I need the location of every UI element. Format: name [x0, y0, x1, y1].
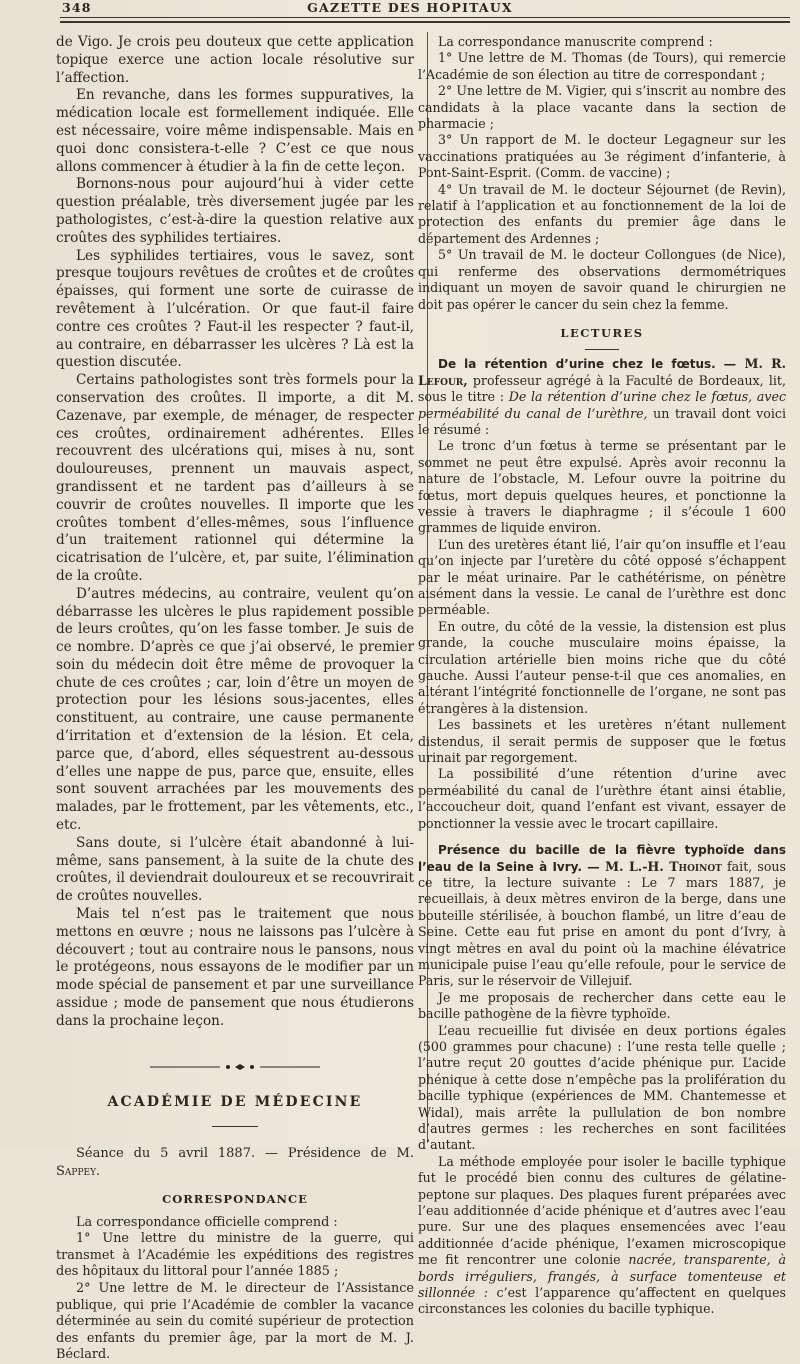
spacer	[418, 832, 786, 842]
short-rule	[585, 349, 619, 350]
article-intro: professeur agrégé à la Faculté de Bordeaux, lit, sous le titre :	[418, 372, 786, 405]
paragraph: Le tronc d’un fœtus à terme se présentant par le sommet ne peut être expulsé. Après avoir reconnu la nature de l’obstacle, M. Lefour ouvre la poitrine du fœtus, mort depuis quelques heures, et ponctionne la vessie à travers le diaphragme ; il s’écoule 1 600 grammes de liquide environ.	[418, 438, 786, 536]
right-column	[418, 34, 786, 1318]
lectures-heading: LECTURES	[560, 325, 644, 340]
paragraph: 3° Un rapport de M. le docteur Legagneur sur les vaccinations pratiquées au 3e régiment d’infanterie, à Pont-Saint-Esprit. (Comm. de vaccine) ;	[418, 132, 786, 181]
article-author: — M. R. Lefour,	[418, 356, 786, 388]
paragraph: 4° Un travail de M. le docteur Séjournet (de Revin), relatif à l’application et au fonctionnement de la loi de protection des enfants du premier âge dans le département des Ardennes ;	[418, 181, 786, 246]
article-lead	[418, 842, 786, 990]
paragraph: L’un des uretères étant lié, l’air qu’on insuffle et l’eau qu’on injecte par l’uretère du côté opposé s’échappent par le méat urinaire. Par le cathétérisme, on pénètre aisément dans la vessie. Le canal de l’urèthre est donc perméable.	[418, 536, 786, 618]
paragraph: 2° Une lettre de M. Vigier, qui s’inscrit au nombre des candidats à la place vacante dans la section de pharmacie ;	[418, 83, 786, 132]
paragraph: Bornons-nous pour aujourd’hui à vider cette question préalable, très diversement jugée par les pathologistes, c’est-à-dire la question relative aux croûtes des syphilides tertiaires.	[56, 176, 414, 246]
page-number: 348	[62, 0, 92, 15]
paragraph: 2° Une lettre de M. le directeur de l’Assistance publique, qui prie l’Académie de combler la vacance déterminée au sein du comité supérieur de protection des enfants du premier âge, par la mort de M. J. Béclard.	[56, 1280, 414, 1363]
article-lead	[418, 356, 786, 438]
paragraph: La correspondance manuscrite comprend :	[438, 34, 713, 49]
paragraph-start: La méthode employée pour isoler le bacille typhique fut le procédé bien connu des cultures de gélatine-peptone sur plaques. Des plaques furent préparées avec l’eau additionnée d’acide phénique et d’autres avec l’eau pure. Sur une des plaques ensemencées avec l’eau additionnée d’acide phénique, l’examen microscopique me fit rencontrer une colonie	[418, 1153, 786, 1268]
correspondance-heading: CORRESPONDANCE	[162, 1191, 308, 1206]
left-column	[56, 34, 414, 1364]
paragraph: Sans doute, si l’ulcère était abandonné à lui-même, sans pansement, à la suite de la chute des croûtes, il deviendrait douloureux et se recouvrirait de croûtes nouvelles.	[56, 834, 414, 905]
article-author: — M. L.-H. Thoinot	[587, 858, 722, 874]
paragraph: En revanche, dans les formes suppuratives, la médication locale est formellement indiquée. Elle est nécessaire, voire même indispensable. Mais en quoi donc consistera-t-elle ? C’est ce que nous allons commencer à étudier à la fin de cette leçon.	[56, 87, 414, 175]
paragraph-italic: nacrée, transparente, à bords irréguliers, frangés, à surface tomenteuse et sillonnée :	[418, 1252, 786, 1301]
paragraph: Les bassinets et les uretères n’étant nullement distendus, il serait permis de supposer que le fœtus urinait par regorgement.	[418, 717, 786, 766]
paragraph: La correspondance officielle comprend :	[76, 1214, 338, 1230]
short-rule	[212, 1126, 258, 1127]
seance-line	[56, 1145, 414, 1181]
paragraph: La possibilité d’une rétention d’urine avec perméabilité du canal de l’urèthre étant ainsi établie, l’accoucheur doit, quand l’enfant est vivant, essayer de ponctionner la vessie avec le trocart capillaire.	[418, 766, 786, 831]
paragraph: 5° Un travail de M. le docteur Collongues (de Nice), qui renferme des observations dermométriques indiquant un moyen de savoir quand le chirurgien ne doit pas opérer le cancer du sein chez la femme.	[418, 247, 786, 312]
article-title: De la rétention d’urine chez le fœtus.	[438, 357, 716, 372]
page-header	[30, 0, 790, 22]
article-title: Présence du bacille de la fièvre typhoïde dans l’eau de la Seine à Ivry.	[418, 843, 786, 874]
president-name: Sappey.	[56, 1164, 101, 1180]
paragraph: Certains pathologistes sont très formels pour la conservation des croûtes. Il importe, a dit M. Cazenave, par exemple, de ménager, de respecter ces croûtes, ordinairement adhérentes. Elles recouvrent des ulcérations qui, mises à nu, sont douloureuses, prennent un mauvais aspect, grandissent et ne tardent pas d’ailleurs à se couvrir de croûtes nouvelles. Il importe que les croûtes tombent d’elles-mêmes, sous l’influence d’un traitement rationnel qui détermine la cicatrisation de l’ulcère, et, par suite, l’élimination de la croûte.	[56, 372, 414, 584]
article-intro: fait, sous ce titre, la lecture suivante : Le 7 mars 1887, je recueillais, à deux mètres environ de la berge, dans une bouteille stérilisée, à bouchon flambé, un litre d’eau de Seine. Cette eau fut prise en amont du pont d’Ivry, à vingt mètres en aval du point où la machine élévatrice municipale puise l’eau qu’elle refoule, pour le service de Paris, sur le réservoir de Villejuif.	[418, 858, 786, 989]
header-rule	[60, 17, 790, 18]
paragraph: L’eau recueillie fut divisée en deux portions égales (500 grammes pour chacune) : l’une resta telle quelle ; l’autre reçut 20 gouttes d’acide phénique pur. L’acide phénique à cette dose n’empêche pas la prolifération du bacille typhique (expériences de MM. Chantemesse et Widal), mais arrête la pullulation de bon nombre d’autres germes : les recherches en sont facilitées d’autant.	[418, 1022, 786, 1153]
article-italic-title: De la rétention d’urine chez le fœtus, avec perméabilité du canal de l’urèthre,	[418, 389, 786, 421]
paragraph: Je me proposais de rechercher dans cette eau le bacille pathogène de la fièvre typhoïde.	[418, 989, 786, 1022]
journal-title: GAZETTE DES HOPITAUX	[307, 0, 513, 15]
paragraph: D’autres médecins, au contraire, veulent qu’on débarrasse les ulcères le plus rapidement possible de leurs croûtes, qu’on les fasse tomber. Je suis de ce nombre. D’après ce que j’ai observé, le premier soin du médecin doit être même de provoquer la chute de ces croûtes ; car, loin d’être un moyen de protection pour les lésions sous-jacentes, elles constituent, au contraire, une cause permanente d’irritation et d’extension de la lésion. Et cela, parce que, d’abord, elles séquestrent au-dessous d’elles une nappe de pus, parce que, ensuite, elles sont souvent arrachées par les mouvements des malades, par le frottement, par les vêtements, etc., etc.	[56, 585, 414, 834]
paragraph: Mais tel n’est pas le traitement que nous mettons en œuvre ; nous ne laissons pas l’ulcère à découvert ; tout au contraire nous le pansons, nous le protégeons, nous essayons de le modifier par un mode spécial de pansement et par une surveillance assidue ; mode de pansement que nous étudierons dans la prochaine leçon.	[56, 906, 414, 1029]
ornamental-separator	[56, 1059, 414, 1077]
section-title: ACADÉMIE DE MÉDECINE	[107, 1094, 363, 1111]
article-intro-end: un travail dont voici le résumé :	[418, 405, 786, 437]
paragraph: Les syphilides tertiaires, vous le savez, sont presque toujours revêtues de croûtes et de croûtes épaisses, qui forment une sorte de cuirasse de revêtement à l’ulcération. Or que faut-il faire contre ces croûtes ? Faut-il les respecter ? faut-il, au contraire, en débarrasser les ulcères ? Là est la question discutée.	[56, 247, 414, 371]
paragraph	[418, 1154, 786, 1318]
seance-text: Séance du 5 avril 1887. — Présidence de M.	[76, 1146, 414, 1162]
paragraph: de Vigo. Je crois peu douteux que cette application topique exerce une action locale résolutive sur l’affection.	[56, 34, 414, 86]
paragraph: En outre, du côté de la vessie, la distension est plus grande, la couche musculaire moins épaisse, la circulation artérielle bien moins riche que du côté gauche. Aussi l’auteur pense-t-il que ces anomalies, en altérant l’intégrité fonctionnelle de l’organe, ne sont pas étrangères à la distension.	[418, 618, 786, 716]
paragraph: 1° Une lettre de M. Thomas (de Tours), qui remercie l’Académie de son élection au titre de correspondant ;	[418, 50, 786, 82]
paragraph-end: c’est l’apparence qu’affectent en quelques circonstances les colonies du bacille typhique.	[418, 1285, 786, 1317]
header-rule-thick	[60, 21, 790, 23]
paragraph: 1° Une lettre du ministre de la guerre, qui transmet à l’Académie les expéditions des registres des hôpitaux du littoral pour l’année 1885 ;	[56, 1231, 414, 1280]
correspondance-block	[56, 1215, 414, 1364]
